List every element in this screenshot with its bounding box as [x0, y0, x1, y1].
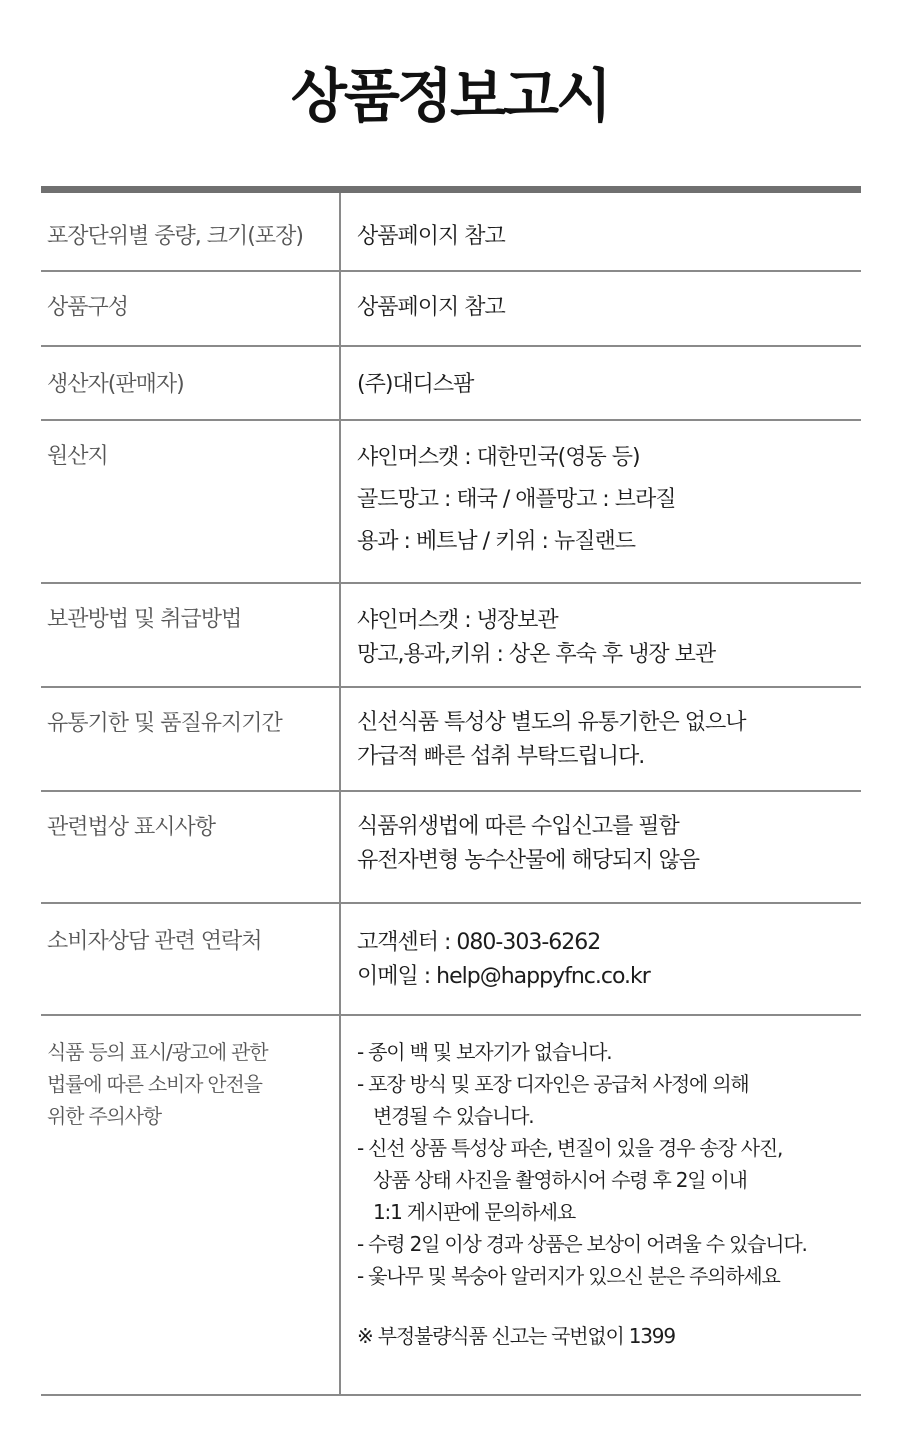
label-line: 상품구성 [47, 295, 129, 320]
label-line: 소비자상담 관련 연락처 [47, 929, 262, 954]
label-line: 보관방법 및 취급방법 [47, 607, 242, 632]
row-label [41, 1016, 341, 1394]
label-line: 원산지 [47, 444, 108, 469]
row-label [41, 792, 341, 902]
value-line: 망고,용과,키위 : 상온 후숙 후 냉장 보관 [357, 642, 716, 667]
notice-spacer [357, 1292, 861, 1320]
value-line: 샤인머스캣 : 대한민국(영동 등) [357, 445, 640, 470]
value-line: 샤인머스캣 : 냉장보관 [357, 608, 558, 633]
table-row-contact [41, 904, 861, 1016]
label-line: 유통기한 및 품질유지기간 [47, 711, 282, 736]
value-line: 유전자변형 농수산물에 해당되지 않음 [357, 848, 700, 873]
notice-item: - 종이 백 및 보자기가 없습니다. [357, 1040, 612, 1064]
notice-item: - 수령 2일 이상 경과 상품은 보상이 어려울 수 있습니다. [357, 1232, 807, 1256]
notice-item: - 포장 방식 및 포장 디자인은 공급처 사정에 의해 [357, 1072, 749, 1096]
table-row-package-size [41, 193, 861, 272]
value-line: 상품페이지 참고 [357, 295, 505, 320]
notice-item: - 옻나무 및 복숭아 알러지가 있으신 분은 주의하세요 [357, 1264, 780, 1288]
table-row-producer [41, 347, 861, 421]
value-line: 골드망고 : 태국 / 애플망고 : 브라질 [357, 487, 676, 512]
row-label [41, 904, 341, 1014]
label-line: 포장단위별 중량, 크기(포장) [47, 224, 303, 249]
row-value [341, 1016, 861, 1394]
value-line: 가급적 빠른 섭취 부탁드립니다. [357, 744, 645, 769]
row-value [341, 792, 861, 902]
row-label [41, 688, 341, 790]
table-row-storage [41, 584, 861, 688]
row-value [341, 193, 861, 270]
notice-item: - 신선 상품 특성상 파손, 변질이 있을 경우 송장 사진, [357, 1136, 783, 1160]
value-line: 고객센터 : 080-303-6262 [357, 930, 601, 955]
value-line: 상품페이지 참고 [357, 224, 505, 249]
value-line: (주)대디스팜 [357, 372, 474, 397]
report-hotline-note: ※ 부정불량식품 신고는 국번없이 1399 [357, 1324, 675, 1348]
value-line: 신선식품 특성상 별도의 유통기한은 없으나 [357, 710, 746, 735]
table-row-consumer-safety [41, 1016, 861, 1396]
table-row-shelf-life [41, 688, 861, 792]
row-label [41, 193, 341, 270]
notice-item-continued: 상품 상태 사진을 촬영하시어 수령 후 2일 이내 [373, 1168, 747, 1192]
label-line: 관련법상 표시사항 [47, 815, 216, 840]
row-value [341, 688, 861, 790]
table-row-origin [41, 421, 861, 584]
label-line: 생산자(판매자) [47, 372, 184, 397]
table-row-composition [41, 272, 861, 347]
row-label [41, 584, 341, 686]
label-line: 식품 등의 표시/광고에 관한 [47, 1040, 268, 1064]
row-label [41, 347, 341, 419]
row-value [341, 347, 861, 419]
row-label [41, 421, 341, 582]
value-line: 식품위생법에 따른 수입신고를 필함 [357, 814, 679, 839]
notice-item-continued: 1:1 게시판에 문의하세요 [373, 1200, 575, 1224]
label-line: 위한 주의사항 [47, 1104, 161, 1128]
row-value [341, 421, 861, 582]
row-value [341, 584, 861, 686]
row-value [341, 904, 861, 1014]
value-line: 용과 : 베트남 / 키위 : 뉴질랜드 [357, 529, 635, 554]
notice-item-continued: 변경될 수 있습니다. [373, 1104, 534, 1128]
value-line: 이메일 : help@happyfnc.co.kr [357, 964, 650, 989]
row-value [341, 272, 861, 345]
page-title: 상품정보고시 [290, 62, 610, 130]
table-row-legal-notice [41, 792, 861, 904]
label-line: 법률에 따른 소비자 안전을 [47, 1072, 262, 1096]
product-info-table [41, 186, 861, 1396]
row-label [41, 272, 341, 345]
